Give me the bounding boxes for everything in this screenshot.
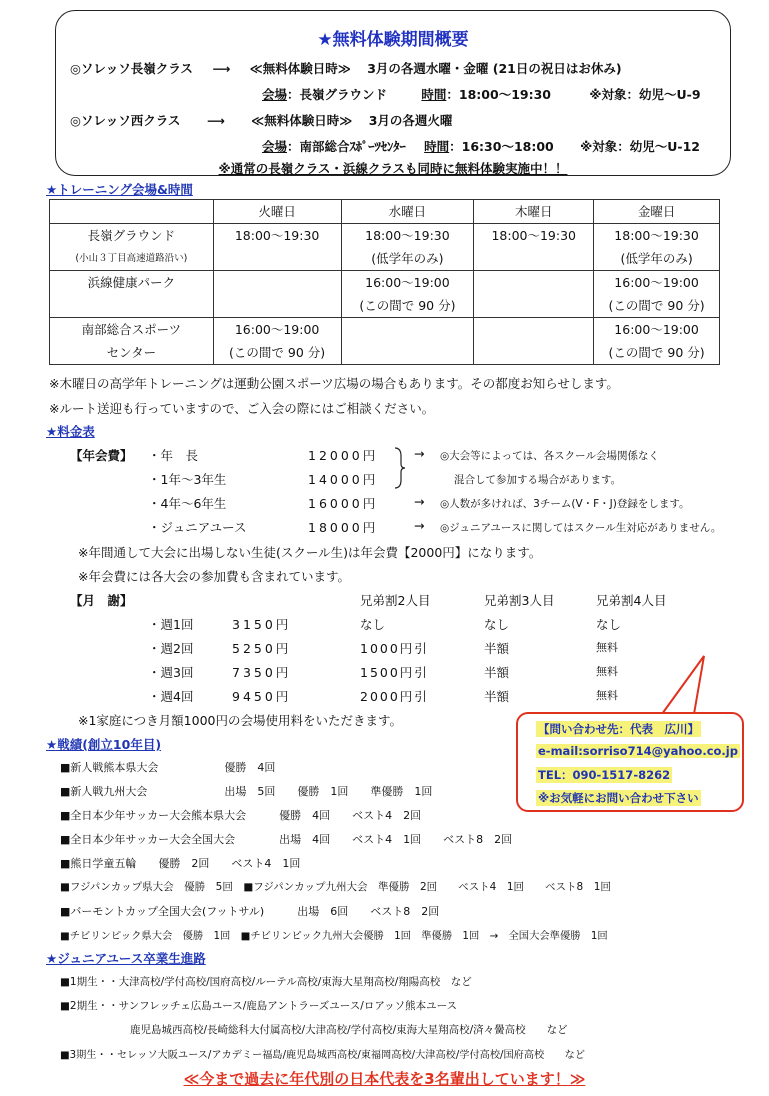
time-note: (低学年のみ) [620, 251, 693, 266]
class-name: ◎ソレッソ西クラス [70, 113, 181, 128]
arrow-icon: → [414, 518, 425, 533]
target-value: ※対象：幼児～U-12 [580, 139, 700, 154]
monthly-fee-label: 【月 謝】 [70, 593, 133, 608]
contact-title-text: 【問い合わせ先：代表 広川】 [538, 722, 699, 736]
monthly-freq: ・週2回 [148, 641, 194, 656]
record-item: ■熊日学童五輪 優勝 2回 ベスト4 1回 [60, 857, 301, 870]
training-schedule-table [49, 199, 720, 365]
annual-grade: ・ジュニアユース [148, 520, 247, 535]
discount-3: 半額 [484, 665, 510, 680]
venue-value: ：長嶺グラウンド [287, 87, 388, 102]
class-name: ◎ソレッソ長嶺クラス [70, 61, 193, 76]
annual-fee-label: 【年会費】 [70, 448, 133, 463]
venue-value: ：南部総合ｽﾎﾟｰﾂｾﾝﾀｰ [287, 139, 406, 154]
discount-3: 半額 [484, 641, 510, 656]
time-text: 18:00～19:30 [365, 228, 450, 243]
record-item: ■全日本少年サッカー大会熊本県大会 優勝 4回 ベスト4 2回 [60, 809, 422, 822]
discount-2: 1500円引 [360, 665, 429, 680]
monthly-header: 兄弟割3人目 [484, 593, 555, 608]
time-note: (この間で 90 分) [608, 298, 705, 313]
time-note: (この間で 90 分) [229, 345, 326, 360]
schedule-cell [341, 271, 474, 318]
trial-value: 3月の各週火曜 [368, 113, 453, 128]
monthly-header: 兄弟割2人目 [360, 593, 431, 608]
venue-sub: (小山３丁目高速道路沿い) [75, 253, 188, 264]
record-item: ■全日本少年サッカー大会全国大会 出場 4回 ベスト4 1回 ベスト8 2回 [60, 833, 513, 846]
alumni-line: 鹿児島城西高校/長崎総科大付属高校/大津高校/学付高校/東海大星翔高校/済々黌高校 など [130, 1024, 568, 1036]
time-note: (この間で 90 分) [608, 345, 705, 360]
annual-note: ◎大会等によっては、各スクール会場関係なく [440, 450, 659, 462]
alumni-heading: ★ジュニアユース卒業生進路 [46, 951, 206, 966]
arrow-icon: ⟶ [212, 61, 231, 76]
header-cell [50, 200, 214, 224]
header-cell: 金曜日 [594, 200, 720, 224]
schedule-cell [594, 318, 720, 365]
summary-title: ★無料体験期間概要 [317, 30, 469, 50]
arrow-icon: ⟶ [206, 113, 225, 128]
venue-label: 会場 [262, 87, 288, 102]
time-label: 時間 [421, 87, 447, 102]
trial-label: ≪無料体験日時≫ [249, 61, 351, 76]
training-note-1: ※木曜日の高学年トレーニングは運動公園スポーツ広場の場合もあります。その都度お知らせします。 [49, 376, 619, 391]
arrow-icon: → [414, 446, 425, 461]
table-row [50, 318, 720, 365]
venue-cell [50, 318, 214, 365]
discount-3: 半額 [484, 689, 510, 704]
monthly-price: 7350円 [232, 665, 292, 680]
arrow-icon: → [414, 494, 425, 509]
monthly-header: 兄弟割4人目 [596, 593, 667, 608]
fees-note-2: ※年会費には各大会の参加費も含まれています。 [78, 569, 350, 584]
schedule-cell [341, 224, 474, 271]
header-cell: 木曜日 [474, 200, 594, 224]
fees-heading: ★料金表 [46, 424, 95, 439]
annual-price: 14000円 [308, 472, 379, 487]
discount-2: 1000円引 [360, 641, 429, 656]
monthly-price: 9450円 [232, 689, 292, 704]
schedule-cell [474, 271, 594, 318]
contact-phone-text: TEL：090-1517-8262 [538, 768, 671, 782]
discount-3: なし [484, 617, 510, 632]
time-value: ：16:30～18:00 [449, 139, 554, 154]
schedule-cell [474, 224, 594, 271]
annual-note: ◎ジュニアユースに関してはスクール生対応がありません。 [440, 522, 722, 534]
schedule-cell [341, 318, 474, 365]
callout-tail [654, 654, 714, 716]
monthly-freq: ・週1回 [148, 617, 194, 632]
contact-note [536, 790, 701, 806]
time-label: 時間 [424, 139, 450, 154]
time-text: 16:00～19:00 [234, 322, 320, 337]
contact-callout [516, 712, 744, 812]
contact-email[interactable] [536, 744, 740, 758]
time-text: 18:00～19:30 [234, 228, 320, 243]
venue-name: 長嶺グラウンド [87, 228, 176, 243]
record-item: ■バーモントカップ全国大会(フットサル) 出場 6回 ベスト8 2回 [60, 905, 440, 918]
header-cell: 水曜日 [341, 200, 474, 224]
discount-4: なし [596, 617, 622, 632]
venue-name: 南部総合スポーツ [81, 322, 182, 337]
discount-4: 無料 [596, 641, 618, 654]
summary-row-nagamine [70, 59, 622, 77]
training-heading: ★トレーニング会場&時間 [46, 182, 193, 197]
monthly-freq: ・週3回 [148, 665, 194, 680]
time-text: 18:00～19:30 [614, 228, 699, 243]
time-text: 16:00～19:00 [365, 275, 450, 290]
summary-venue-nishi [262, 137, 700, 155]
monthly-price: 3150円 [232, 617, 292, 632]
record-item: ■新人戦九州大会 出場 5回 優勝 1回 準優勝 1回 [60, 785, 433, 798]
annual-note: ◎人数が多ければ、3チーム(V・F・J)登録をします。 [440, 498, 690, 510]
record-item: ■新人戦熊本県大会 優勝 4回 [60, 761, 276, 774]
brace-icon [393, 446, 407, 490]
venue-name: 浜線健康パーク [87, 275, 176, 290]
schedule-cell [213, 271, 341, 318]
schedule-cell [213, 224, 341, 271]
schedule-cell [594, 271, 720, 318]
footer-banner: ≪今まで過去に年代別の日本代表を3名輩出しています！≫ [183, 1070, 586, 1088]
record-item: ■チビリンピック県大会 優勝 1回 ■チビリンピック九州大会優勝 1回 準優勝 1回 → 全国大会準優勝 1回 [60, 930, 608, 942]
discount-2: なし [360, 617, 386, 632]
time-note: (低学年のみ) [371, 251, 444, 266]
header-cell: 火曜日 [213, 200, 341, 224]
summary-venue-nagamine [262, 85, 701, 103]
alumni-line: ■3期生・・セレッソ大阪ユース/アカデミー福島/鹿児島城西高校/東福岡高校/大津高校/学付高校/国府高校 など [60, 1050, 585, 1061]
annual-price: 12000円 [308, 448, 379, 463]
annual-grade: ・1年～3年生 [148, 472, 227, 487]
schedule-cell [213, 318, 341, 365]
venue-label: 会場 [262, 139, 288, 154]
target-value: ※対象：幼児～U-9 [589, 87, 701, 102]
discount-4: 無料 [596, 665, 618, 678]
venue-sub: センター [106, 345, 157, 360]
contact-title [536, 721, 701, 737]
annual-price: 16000円 [308, 496, 379, 511]
discount-4: 無料 [596, 689, 618, 702]
training-note-2: ※ルート送迎も行っていますので、ご入会の際にはご相談ください。 [49, 401, 435, 416]
monthly-note: ※1家庭につき月額1000円の会場使用料をいただきます。 [78, 713, 402, 728]
trial-value: 3月の各週水曜・金曜 (21日の祝日はお休み) [367, 61, 622, 76]
record-item: ■フジパンカップ県大会 優勝 5回 ■フジパンカップ九州大会 準優勝 2回 ベスト4 1回 ベスト8 1回 [60, 881, 611, 893]
contact-email-text: e-mail:sorriso714@yahoo.co.jp [538, 744, 738, 758]
summary-row-nishi [70, 111, 452, 129]
annual-grade: ・年 長 [148, 448, 199, 463]
summary-note: ※通常の長嶺クラス・浜線クラスも同時に無料体験実施中！！ [218, 161, 568, 176]
contact-phone [536, 767, 672, 783]
time-text: 16:00～19:00 [614, 275, 699, 290]
annual-grade: ・4年～6年生 [148, 496, 227, 511]
annual-price: 18000円 [308, 520, 379, 535]
alumni-line: ■2期生・・サンフレッチェ広島ユース/鹿島アントラーズユース/ロアッソ熊本ユース [60, 1000, 458, 1012]
discount-2: 2000円引 [360, 689, 429, 704]
monthly-freq: ・週4回 [148, 689, 194, 704]
table-row [50, 224, 720, 271]
trial-label: ≪無料体験日時≫ [251, 113, 353, 128]
record-heading: ★戦績(創立10年目) [46, 737, 162, 752]
time-text: 16:00～19:00 [614, 322, 699, 337]
schedule-cell [594, 224, 720, 271]
table-row [50, 271, 720, 318]
venue-cell [50, 224, 214, 271]
schedule-cell [474, 318, 594, 365]
time-value: ：18:00～19:30 [446, 87, 551, 102]
time-note: (この間で 90 分) [359, 298, 456, 313]
free-trial-summary-box [55, 10, 731, 176]
contact-note-text: ※お気軽にお問い合わせ下さい [538, 791, 699, 805]
venue-cell [50, 271, 214, 318]
fees-note-1: ※年間通して大会に出場しない生徒(スクール生)は年会費【2000円】になります。 [78, 545, 542, 560]
time-text: 18:00～19:30 [491, 228, 576, 243]
table-header-row [50, 200, 720, 224]
monthly-price: 5250円 [232, 641, 292, 656]
alumni-line: ■1期生・・大津高校/学付高校/国府高校/ルーテル高校/東海大星翔高校/翔陽高校 など [60, 976, 472, 988]
annual-note: 混合して参加する場合があります。 [454, 474, 622, 486]
